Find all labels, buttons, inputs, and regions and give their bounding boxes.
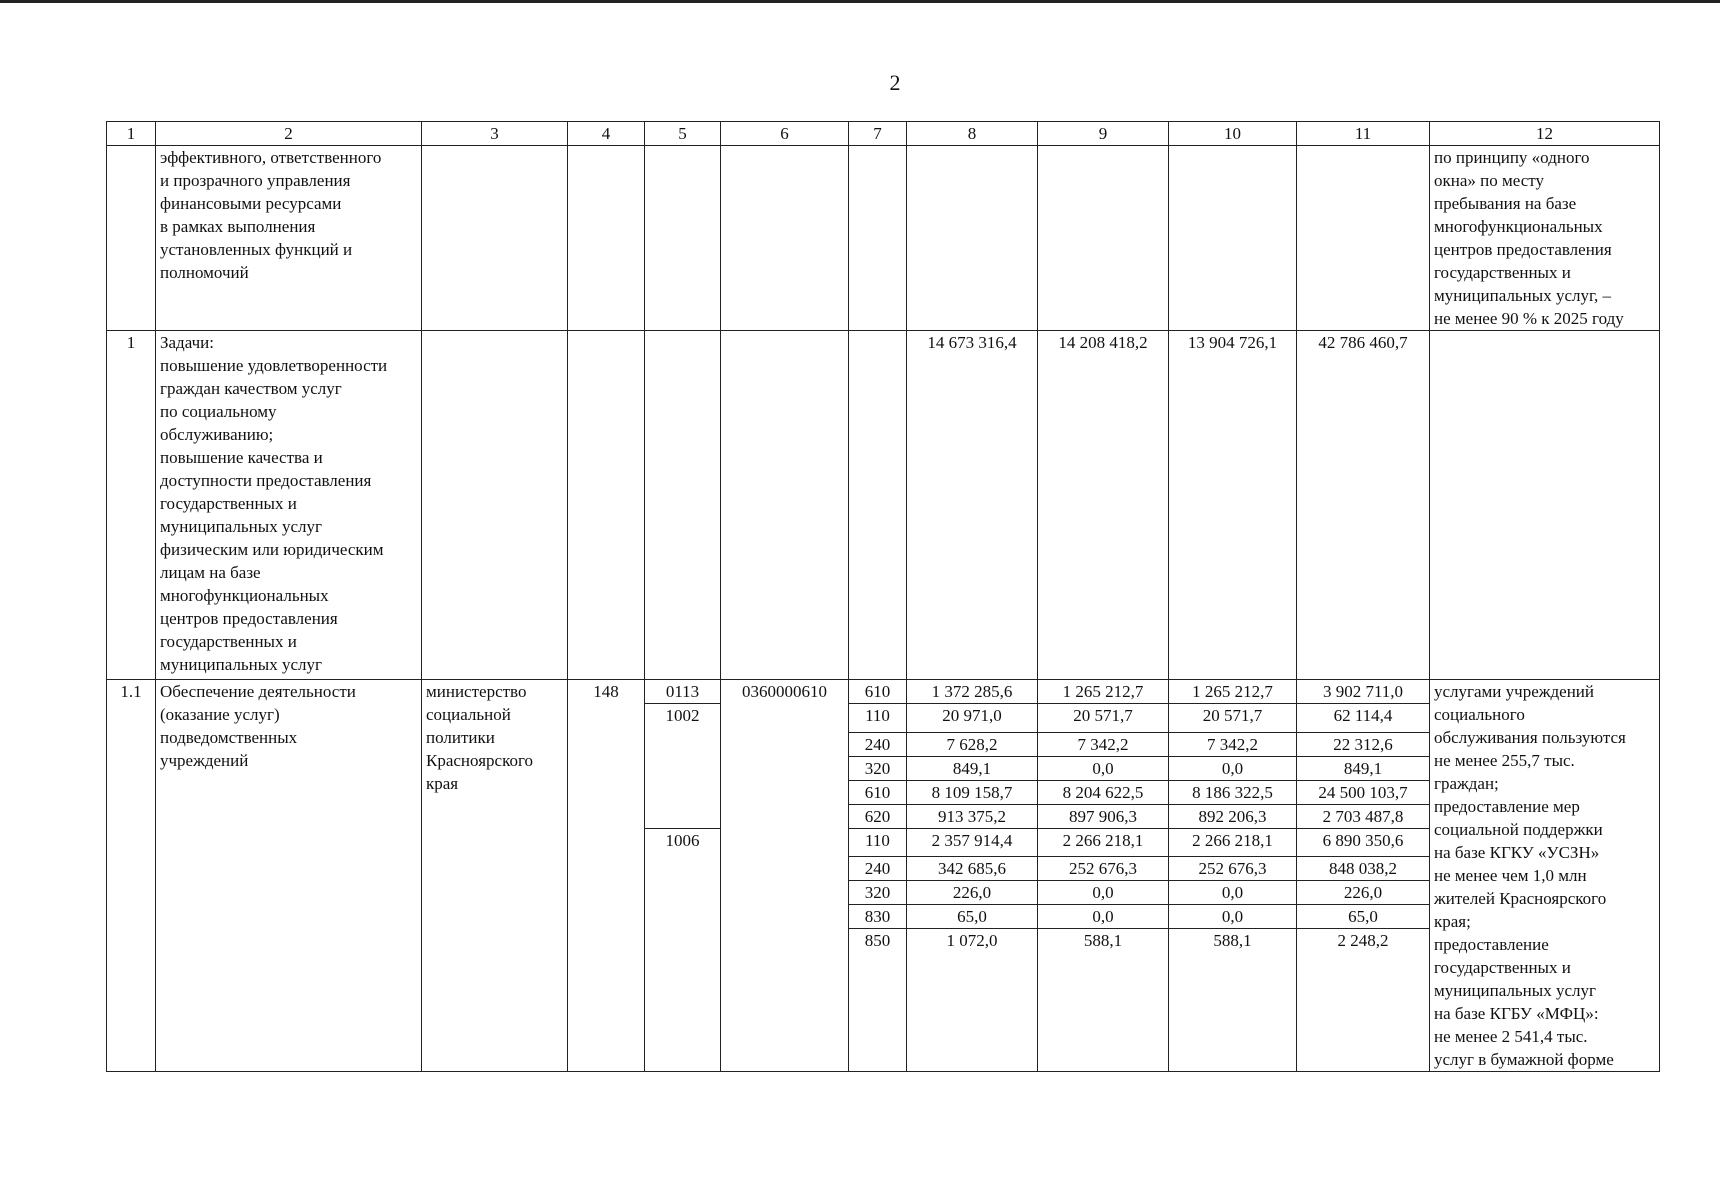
amount-total: 848 038,2: [1297, 857, 1430, 881]
amount-year2: 588,1: [1038, 929, 1169, 1072]
expense-type: 620: [849, 804, 907, 828]
target-item-code: 0360000610: [721, 680, 849, 1072]
amount-total: 2 248,2: [1297, 929, 1430, 1072]
expense-type: 110: [849, 704, 907, 733]
amount-year2: 0,0: [1038, 756, 1169, 780]
expense-type: 320: [849, 881, 907, 905]
tasks-total-year3: 13 904 726,1: [1169, 331, 1297, 680]
tasks-text: Задачи: повышение удовлетворенности граждан качеством услуг по социальному обслуживанию; повышение качества и доступности предоставления государственных и муниципальных услуг физическим или юридическим лицам на базе многофункциональных центров предоставления государственных и муниципальных услуг: [156, 331, 422, 680]
amount-total: 62 114,4: [1297, 704, 1430, 733]
amount-year2: 7 342,2: [1038, 732, 1169, 756]
expected-result: услугами учреждений социального обслуживания пользуются не менее 255,7 тыс. граждан; предоставление мер социальной поддержки на базе КГКУ «УСЗН» не менее чем 1,0 млн жителей Красноярского края; предоставление государственных и муниципальных услуг на базе КГБУ «МФЦ»: не менее 2 541,4 тыс. услуг в бумажной форме: [1430, 680, 1660, 1072]
amount-year1: 1 372 285,6: [907, 680, 1038, 704]
header-cell: 3: [422, 122, 568, 146]
expense-type: 110: [849, 828, 907, 857]
header-cell: 4: [568, 122, 645, 146]
column-number-row: [107, 122, 1660, 146]
header-cell: 8: [907, 122, 1038, 146]
amount-year3: 1 265 212,7: [1169, 680, 1297, 704]
section-code: 1006: [645, 828, 721, 1072]
page-number: 2: [889, 70, 901, 95]
amount-year3: 2 266 218,1: [1169, 828, 1297, 857]
tasks-total-year1: 14 673 316,4: [907, 331, 1038, 680]
header-cell: 2: [156, 122, 422, 146]
amount-year2: 252 676,3: [1038, 857, 1169, 881]
amount-year1: 1 072,0: [907, 929, 1038, 1072]
section-code: 0113: [645, 680, 721, 704]
amount-total: 226,0: [1297, 881, 1430, 905]
header-cell: 7: [849, 122, 907, 146]
amount-year3: 588,1: [1169, 929, 1297, 1072]
indicator-text-continued: по принципу «одного окна» по месту пребывания на базе многофункциональных центров предоставления государственных и муниципальных услуг, – не менее 90 % к 2025 году: [1430, 146, 1660, 331]
expense-type: 610: [849, 780, 907, 804]
amount-year3: 252 676,3: [1169, 857, 1297, 881]
header-cell: 12: [1430, 122, 1660, 146]
amount-year3: 20 571,7: [1169, 704, 1297, 733]
amount-year2: 0,0: [1038, 881, 1169, 905]
amount-year2: 20 571,7: [1038, 704, 1169, 733]
page-top-edge: [0, 0, 1720, 3]
amount-year2: 2 266 218,1: [1038, 828, 1169, 857]
amount-year3: 0,0: [1169, 905, 1297, 929]
tasks-total-year2: 14 208 418,2: [1038, 331, 1169, 680]
continuation-row: [107, 146, 1660, 331]
amount-year1: 226,0: [907, 881, 1038, 905]
amount-total: 24 500 103,7: [1297, 780, 1430, 804]
amount-year1: 20 971,0: [907, 704, 1038, 733]
header-cell: 6: [721, 122, 849, 146]
program-activities-table: [106, 121, 1660, 1072]
amount-year1: 849,1: [907, 756, 1038, 780]
amount-year1: 2 357 914,4: [907, 828, 1038, 857]
activity-line: [107, 680, 1660, 704]
header-cell: 5: [645, 122, 721, 146]
amount-year1: 913 375,2: [907, 804, 1038, 828]
header-cell: 9: [1038, 122, 1169, 146]
amount-year2: 8 204 622,5: [1038, 780, 1169, 804]
expense-type: 850: [849, 929, 907, 1072]
expense-type: 240: [849, 857, 907, 881]
responsible-executor: министерство социальной политики Красноярского края: [422, 680, 568, 1072]
expense-type: 610: [849, 680, 907, 704]
amount-year3: 8 186 322,5: [1169, 780, 1297, 804]
amount-total: 65,0: [1297, 905, 1430, 929]
row-number: 1: [107, 331, 156, 680]
amount-total: 22 312,6: [1297, 732, 1430, 756]
amount-year2: 897 906,3: [1038, 804, 1169, 828]
amount-year1: 65,0: [907, 905, 1038, 929]
amount-total: 849,1: [1297, 756, 1430, 780]
amount-year3: 0,0: [1169, 756, 1297, 780]
activity-number: 1.1: [107, 680, 156, 1072]
header-cell: 10: [1169, 122, 1297, 146]
expense-type: 240: [849, 732, 907, 756]
grbs-code: 148: [568, 680, 645, 1072]
amount-year2: 1 265 212,7: [1038, 680, 1169, 704]
amount-year1: 7 628,2: [907, 732, 1038, 756]
amount-year2: 0,0: [1038, 905, 1169, 929]
amount-year3: 7 342,2: [1169, 732, 1297, 756]
section-code: 1002: [645, 704, 721, 829]
amount-year1: 342 685,6: [907, 857, 1038, 881]
header-cell: 11: [1297, 122, 1430, 146]
amount-total: 6 890 350,6: [1297, 828, 1430, 857]
tasks-total-period: 42 786 460,7: [1297, 331, 1430, 680]
header-cell: 1: [107, 122, 156, 146]
amount-year1: 8 109 158,7: [907, 780, 1038, 804]
expense-type: 830: [849, 905, 907, 929]
activity-name: Обеспечение деятельности (оказание услуг) подведомственных учреждений: [156, 680, 422, 1072]
amount-year3: 0,0: [1169, 881, 1297, 905]
amount-year3: 892 206,3: [1169, 804, 1297, 828]
expense-type: 320: [849, 756, 907, 780]
amount-total: 3 902 711,0: [1297, 680, 1430, 704]
goal-text-continued: эффективного, ответственного и прозрачного управления финансовыми ресурсами в рамках выполнения установленных функций и полномочий: [156, 146, 422, 331]
amount-total: 2 703 487,8: [1297, 804, 1430, 828]
tasks-row: [107, 331, 1660, 680]
